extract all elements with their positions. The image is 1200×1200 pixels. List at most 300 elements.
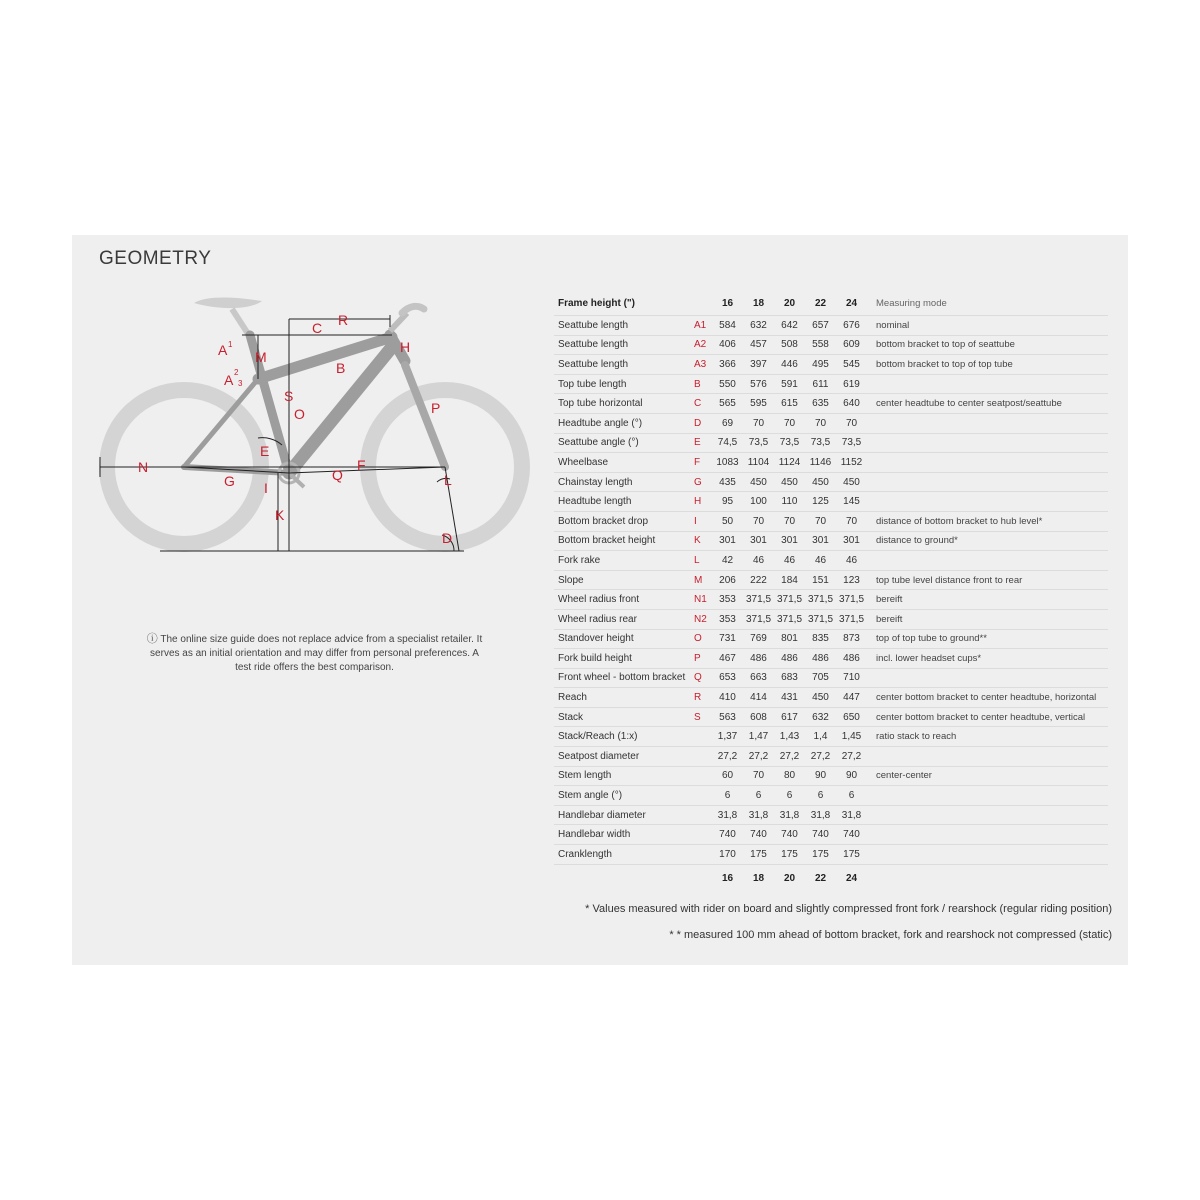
- table-row: [554, 453, 1108, 473]
- row-label: Seattube length: [554, 316, 694, 336]
- size-header: 20: [774, 291, 805, 316]
- label-f: F: [357, 457, 366, 473]
- row-code: M: [694, 570, 712, 590]
- row-value: 73,5: [743, 433, 774, 453]
- row-value: 31,8: [805, 805, 836, 825]
- row-code: L: [694, 551, 712, 571]
- table-row: [554, 472, 1108, 492]
- row-value: 125: [805, 492, 836, 512]
- saddle: [194, 298, 262, 309]
- row-code: B: [694, 374, 712, 394]
- label-d: D: [442, 530, 453, 546]
- row-value: 657: [805, 316, 836, 336]
- row-value: 70: [743, 766, 774, 786]
- row-mode: center bottom bracket to center headtube, vertical: [867, 707, 1108, 727]
- crank: [289, 473, 304, 487]
- row-code: [694, 766, 712, 786]
- row-code: P: [694, 649, 712, 669]
- table-row: [554, 609, 1108, 629]
- row-value: 31,8: [774, 805, 805, 825]
- row-code: H: [694, 492, 712, 512]
- size-footer: 22: [814, 873, 827, 885]
- row-label: Wheel radius front: [554, 590, 694, 610]
- row-mode: [867, 433, 1108, 453]
- row-value: 635: [805, 394, 836, 414]
- row-value: 46: [805, 551, 836, 571]
- row-code: S: [694, 707, 712, 727]
- row-mode: distance of bottom bracket to hub level*: [867, 511, 1108, 531]
- stem: [390, 313, 407, 331]
- row-code: D: [694, 413, 712, 433]
- row-value: 301: [836, 531, 867, 551]
- row-value: 740: [774, 825, 805, 845]
- row-value: 110: [774, 492, 805, 512]
- row-value: 410: [712, 688, 743, 708]
- row-code: [694, 825, 712, 845]
- row-value: 31,8: [743, 805, 774, 825]
- label-o: O: [294, 406, 305, 422]
- row-value: 70: [743, 413, 774, 433]
- row-value: 450: [805, 472, 836, 492]
- row-value: 371,5: [743, 609, 774, 629]
- label-a1: A: [218, 342, 228, 358]
- row-mode: bereift: [867, 609, 1108, 629]
- row-value: 642: [774, 316, 805, 336]
- row-label: Headtube angle (°): [554, 413, 694, 433]
- row-mode: [867, 472, 1108, 492]
- row-mode: top of top tube to ground**: [867, 629, 1108, 649]
- row-value: 6: [743, 786, 774, 806]
- row-value: 769: [743, 629, 774, 649]
- row-label: Top tube length: [554, 374, 694, 394]
- row-label: Seatpost diameter: [554, 747, 694, 767]
- row-label: Reach: [554, 688, 694, 708]
- row-mode: center bottom bracket to center headtube, horizontal: [867, 688, 1108, 708]
- row-value: 397: [743, 355, 774, 375]
- row-value: 486: [774, 649, 805, 669]
- row-value: 46: [774, 551, 805, 571]
- row-label: Top tube horizontal: [554, 394, 694, 414]
- measuring-mode-header: Measuring mode: [867, 291, 1108, 316]
- row-value: 457: [743, 335, 774, 355]
- row-value: 406: [712, 335, 743, 355]
- row-value: 545: [836, 355, 867, 375]
- row-label: Bottom bracket drop: [554, 511, 694, 531]
- row-value: 740: [743, 825, 774, 845]
- row-mode: [867, 786, 1108, 806]
- row-code: F: [694, 453, 712, 473]
- row-label: Stem length: [554, 766, 694, 786]
- row-value: 301: [712, 531, 743, 551]
- row-label: Stack: [554, 707, 694, 727]
- row-value: 740: [836, 825, 867, 845]
- row-code: N1: [694, 590, 712, 610]
- row-value: 366: [712, 355, 743, 375]
- row-value: 90: [805, 766, 836, 786]
- row-value: 27,2: [836, 747, 867, 767]
- row-value: 835: [805, 629, 836, 649]
- row-code: [694, 805, 712, 825]
- row-value: 6: [836, 786, 867, 806]
- row-mode: incl. lower headset cups*: [867, 649, 1108, 669]
- label-a2: A: [224, 372, 234, 388]
- table-row: [554, 511, 1108, 531]
- row-mode: [867, 492, 1108, 512]
- row-mode: [867, 668, 1108, 688]
- row-value: 446: [774, 355, 805, 375]
- row-value: 1,37: [712, 727, 743, 747]
- row-value: 73,5: [774, 433, 805, 453]
- label-p: P: [431, 400, 441, 416]
- label-m: M: [255, 349, 267, 365]
- row-value: 27,2: [774, 747, 805, 767]
- row-value: 611: [805, 374, 836, 394]
- row-label: Slope: [554, 570, 694, 590]
- row-value: 595: [743, 394, 774, 414]
- table-row: [554, 747, 1108, 767]
- row-code: [694, 786, 712, 806]
- row-label: Seattube angle (°): [554, 433, 694, 453]
- row-mode: [867, 845, 1108, 865]
- row-value: 46: [743, 551, 774, 571]
- table-row: [554, 727, 1108, 747]
- row-mode: center-center: [867, 766, 1108, 786]
- frame-height-header: Frame height ("): [554, 291, 694, 316]
- table-row: [554, 629, 1108, 649]
- label-b: B: [336, 360, 346, 376]
- table-row: [554, 492, 1108, 512]
- row-value: 371,5: [774, 609, 805, 629]
- row-label: Fork rake: [554, 551, 694, 571]
- row-label: Seattube length: [554, 335, 694, 355]
- row-value: 740: [805, 825, 836, 845]
- row-value: 486: [836, 649, 867, 669]
- row-label: Seattube length: [554, 355, 694, 375]
- label-s: S: [284, 388, 294, 404]
- table-row: [554, 766, 1108, 786]
- row-value: 90: [836, 766, 867, 786]
- geometry-panel: [72, 235, 1128, 965]
- table-row: [554, 688, 1108, 708]
- row-value: 301: [805, 531, 836, 551]
- bike-geometry-diagram: [72, 235, 552, 575]
- row-value: 873: [836, 629, 867, 649]
- table-row: [554, 335, 1108, 355]
- size-header: 16: [712, 291, 743, 316]
- row-value: 100: [743, 492, 774, 512]
- row-value: 151: [805, 570, 836, 590]
- row-value: 70: [836, 413, 867, 433]
- row-code: R: [694, 688, 712, 708]
- row-value: 175: [836, 845, 867, 865]
- row-value: 371,5: [805, 609, 836, 629]
- row-value: 1,45: [836, 727, 867, 747]
- row-value: 740: [712, 825, 743, 845]
- row-value: 1104: [743, 453, 774, 473]
- row-value: 731: [712, 629, 743, 649]
- label-c: C: [312, 320, 323, 336]
- row-value: 683: [774, 668, 805, 688]
- row-mode: [867, 551, 1108, 571]
- row-value: 435: [712, 472, 743, 492]
- table-row: [554, 649, 1108, 669]
- footnote-double-asterisk: * * measured 100 mm ahead of bottom bracket, fork and rearshock not compressed (static): [669, 929, 1112, 941]
- row-value: 414: [743, 688, 774, 708]
- row-value: 70: [743, 511, 774, 531]
- row-value: 42: [712, 551, 743, 571]
- row-value: 676: [836, 316, 867, 336]
- row-value: 353: [712, 590, 743, 610]
- row-value: 73,5: [836, 433, 867, 453]
- row-value: 632: [743, 316, 774, 336]
- row-code: N2: [694, 609, 712, 629]
- size-footer: 16: [721, 873, 734, 885]
- row-value: 69: [712, 413, 743, 433]
- row-label: Bottom bracket height: [554, 531, 694, 551]
- row-value: 653: [712, 668, 743, 688]
- row-value: 206: [712, 570, 743, 590]
- row-label: Handlebar width: [554, 825, 694, 845]
- row-label: Handlebar diameter: [554, 805, 694, 825]
- row-value: 650: [836, 707, 867, 727]
- row-value: 486: [805, 649, 836, 669]
- row-value: 1146: [805, 453, 836, 473]
- label-l: L: [444, 472, 452, 488]
- label-a1-sup: 1: [228, 340, 233, 349]
- row-mode: [867, 413, 1108, 433]
- size-footer: 18: [752, 873, 765, 885]
- row-value: 170: [712, 845, 743, 865]
- row-value: 50: [712, 511, 743, 531]
- row-value: 175: [743, 845, 774, 865]
- table-row: [554, 825, 1108, 845]
- row-value: 31,8: [712, 805, 743, 825]
- row-mode: distance to ground*: [867, 531, 1108, 551]
- table-row: [554, 316, 1108, 336]
- row-value: 73,5: [805, 433, 836, 453]
- row-label: Wheel radius rear: [554, 609, 694, 629]
- row-value: 70: [774, 511, 805, 531]
- table-row: [554, 551, 1108, 571]
- table-footer-row: [554, 864, 1108, 893]
- row-value: 353: [712, 609, 743, 629]
- row-value: 27,2: [743, 747, 774, 767]
- row-value: 1,4: [805, 727, 836, 747]
- row-mode: [867, 825, 1108, 845]
- row-value: 70: [805, 413, 836, 433]
- row-code: E: [694, 433, 712, 453]
- table-row: [554, 786, 1108, 806]
- table-row: [554, 433, 1108, 453]
- label-k: K: [275, 507, 285, 523]
- row-label: Cranklength: [554, 845, 694, 865]
- row-value: 608: [743, 707, 774, 727]
- row-value: 1124: [774, 453, 805, 473]
- table-header-row: [554, 291, 1108, 316]
- footnote-single-asterisk: * Values measured with rider on board and slightly compressed front fork / rearshock (regular riding position): [585, 903, 1112, 915]
- row-value: 632: [805, 707, 836, 727]
- row-value: 371,5: [836, 609, 867, 629]
- row-label: Wheelbase: [554, 453, 694, 473]
- row-code: A2: [694, 335, 712, 355]
- row-value: 1,47: [743, 727, 774, 747]
- table-row: [554, 805, 1108, 825]
- table-row: [554, 531, 1108, 551]
- row-label: Stem angle (°): [554, 786, 694, 806]
- row-value: 450: [774, 472, 805, 492]
- table-row: [554, 394, 1108, 414]
- row-value: 6: [712, 786, 743, 806]
- row-value: 371,5: [743, 590, 774, 610]
- row-value: 450: [743, 472, 774, 492]
- row-value: 558: [805, 335, 836, 355]
- disclaimer-text: The online size guide does not replace advice from a specialist retailer. It serves as an initial orientation and may differ from personal preferences. A test ride offers the best comparison.: [150, 634, 483, 673]
- row-value: 1083: [712, 453, 743, 473]
- row-value: 447: [836, 688, 867, 708]
- row-value: 70: [836, 511, 867, 531]
- row-value: 1,43: [774, 727, 805, 747]
- row-value: 550: [712, 374, 743, 394]
- row-code: [694, 727, 712, 747]
- label-i: I: [264, 480, 268, 496]
- row-value: 450: [805, 688, 836, 708]
- row-value: 301: [743, 531, 774, 551]
- row-label: Stack/Reach (1:x): [554, 727, 694, 747]
- row-code: C: [694, 394, 712, 414]
- row-mode: bottom bracket to top of top tube: [867, 355, 1108, 375]
- row-value: 70: [774, 413, 805, 433]
- row-value: 70: [805, 511, 836, 531]
- row-value: 563: [712, 707, 743, 727]
- row-value: 46: [836, 551, 867, 571]
- row-label: Headtube length: [554, 492, 694, 512]
- table-row: [554, 570, 1108, 590]
- row-label: Standover height: [554, 629, 694, 649]
- table-row: [554, 374, 1108, 394]
- row-value: 74,5: [712, 433, 743, 453]
- row-value: 710: [836, 668, 867, 688]
- row-code: G: [694, 472, 712, 492]
- row-value: 617: [774, 707, 805, 727]
- table-row: [554, 845, 1108, 865]
- label-q: Q: [332, 467, 343, 483]
- row-value: 801: [774, 629, 805, 649]
- row-value: 584: [712, 316, 743, 336]
- row-value: 6: [805, 786, 836, 806]
- row-mode: ratio stack to reach: [867, 727, 1108, 747]
- row-value: 705: [805, 668, 836, 688]
- row-code: [694, 747, 712, 767]
- table-row: [554, 668, 1108, 688]
- size-header: 18: [743, 291, 774, 316]
- table-row: [554, 707, 1108, 727]
- row-mode: [867, 747, 1108, 767]
- row-mode: [867, 453, 1108, 473]
- row-value: 6: [774, 786, 805, 806]
- row-mode: top tube level distance front to rear: [867, 570, 1108, 590]
- row-label: Fork build height: [554, 649, 694, 669]
- size-header: 24: [836, 291, 867, 316]
- row-mode: bereift: [867, 590, 1108, 610]
- row-value: 450: [836, 472, 867, 492]
- row-value: 95: [712, 492, 743, 512]
- row-value: 184: [774, 570, 805, 590]
- fork: [405, 365, 445, 467]
- row-mode: [867, 805, 1108, 825]
- row-value: 431: [774, 688, 805, 708]
- label-a2-sup: 2: [234, 368, 239, 377]
- row-value: 565: [712, 394, 743, 414]
- geometry-table: [554, 291, 1108, 893]
- row-value: 609: [836, 335, 867, 355]
- row-mode: center headtube to center seatpost/seattube: [867, 394, 1108, 414]
- page-title: GEOMETRY: [99, 248, 212, 269]
- size-footer: 24: [845, 873, 858, 885]
- size-guide-disclaimer: [142, 632, 487, 675]
- row-value: 640: [836, 394, 867, 414]
- row-value: 301: [774, 531, 805, 551]
- row-value: 123: [836, 570, 867, 590]
- row-value: 60: [712, 766, 743, 786]
- row-mode: nominal: [867, 316, 1108, 336]
- row-value: 508: [774, 335, 805, 355]
- row-code: I: [694, 511, 712, 531]
- row-value: 145: [836, 492, 867, 512]
- row-value: 495: [805, 355, 836, 375]
- row-value: 467: [712, 649, 743, 669]
- row-value: 615: [774, 394, 805, 414]
- row-label: Chainstay length: [554, 472, 694, 492]
- row-value: 371,5: [805, 590, 836, 610]
- size-footer: 20: [783, 873, 796, 885]
- row-value: 486: [743, 649, 774, 669]
- row-code: A3: [694, 355, 712, 375]
- row-value: 80: [774, 766, 805, 786]
- row-value: 591: [774, 374, 805, 394]
- row-value: 222: [743, 570, 774, 590]
- row-mode: bottom bracket to top of seattube: [867, 335, 1108, 355]
- row-value: 371,5: [774, 590, 805, 610]
- row-code: K: [694, 531, 712, 551]
- table-row: [554, 590, 1108, 610]
- row-value: 175: [774, 845, 805, 865]
- label-a3-sub: 3: [238, 379, 243, 388]
- row-mode: [867, 374, 1108, 394]
- row-value: 371,5: [836, 590, 867, 610]
- label-g: G: [224, 473, 235, 489]
- row-value: 27,2: [712, 747, 743, 767]
- table-row: [554, 413, 1108, 433]
- row-value: 663: [743, 668, 774, 688]
- label-e: E: [260, 443, 270, 459]
- row-value: 576: [743, 374, 774, 394]
- label-r: R: [338, 312, 349, 328]
- row-value: 1152: [836, 453, 867, 473]
- row-code: Q: [694, 668, 712, 688]
- row-code: O: [694, 629, 712, 649]
- row-label: Front wheel - bottom bracket: [554, 668, 694, 688]
- table-row: [554, 355, 1108, 375]
- label-n: N: [138, 459, 149, 475]
- handlebar: [402, 306, 424, 313]
- row-value: 619: [836, 374, 867, 394]
- row-value: 31,8: [836, 805, 867, 825]
- row-code: [694, 845, 712, 865]
- row-value: 27,2: [805, 747, 836, 767]
- info-icon: ⓘ: [146, 633, 158, 645]
- label-h: H: [400, 339, 411, 355]
- row-value: 175: [805, 845, 836, 865]
